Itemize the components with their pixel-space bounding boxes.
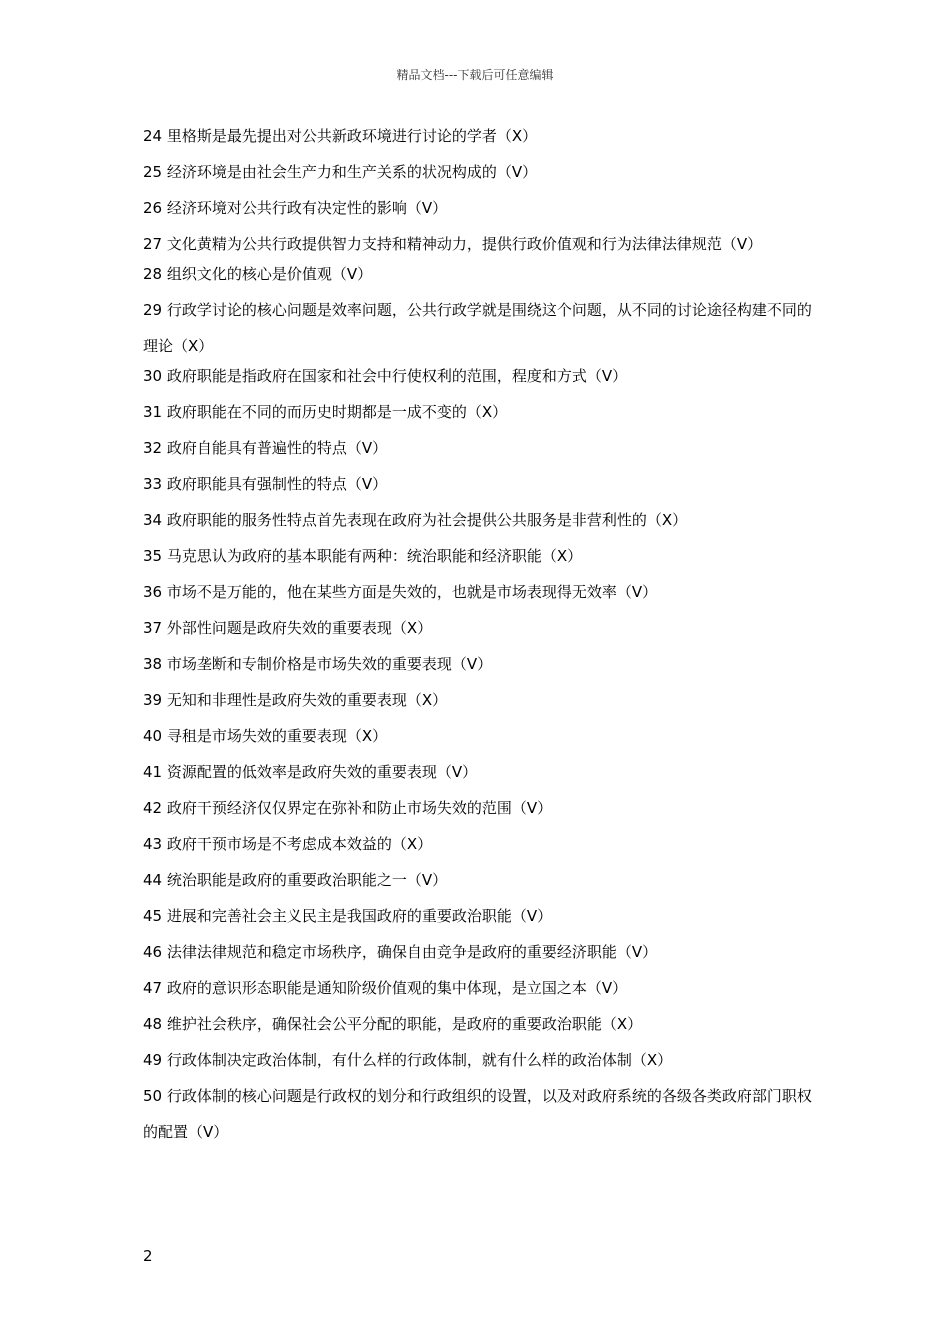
statement-item: 38 市场垄断和专制价格是市场失效的重要表现（V） [143, 655, 493, 673]
statement-item: 43 政府干预市场是不考虑成本效益的（X） [143, 835, 433, 853]
statement-item: 35 马克思认为政府的基本职能有两种：统治职能和经济职能（X） [143, 547, 583, 565]
page-number: 2 [143, 1247, 153, 1265]
statement-item: 33 政府职能具有强制性的特点（V） [143, 475, 388, 493]
statement-item: 32 政府自能具有普遍性的特点（V） [143, 439, 388, 457]
statement-item: 25 经济环境是由社会生产力和生产关系的状况构成的（V） [143, 163, 538, 181]
statement-item: 49 行政体制决定政治体制，有什么样的行政体制，就有什么样的政治体制（X） [143, 1051, 673, 1069]
statement-item: 46 法律法律规范和稳定市场秩序，确保自由竞争是政府的重要经济职能（V） [143, 943, 658, 961]
statement-item: 34 政府职能的服务性特点首先表现在政府为社会提供公共服务是非营利性的（X） [143, 511, 688, 529]
statement-item: 39 无知和非理性是政府失效的重要表现（X） [143, 691, 448, 709]
statement-item: 40 寻租是市场失效的重要表现（X） [143, 727, 388, 745]
statement-item: 41 资源配置的低效率是政府失效的重要表现（V） [143, 763, 478, 781]
statement-item: 29 行政学讨论的核心问题是效率问题，公共行政学就是围绕这个问题，从不同的讨论途径构建不同的理论（X） [143, 301, 812, 355]
statement-item: 44 统治职能是政府的重要政治职能之一（V） [143, 871, 448, 889]
statement-item: 36 市场不是万能的，他在某些方面是失效的，也就是市场表现得无效率（V） [143, 583, 658, 601]
statement-item: 45 进展和完善社会主义民主是我国政府的重要政治职能（V） [143, 907, 553, 925]
statement-item: 30 政府职能是指政府在国家和社会中行使权利的范围，程度和方式（V） [143, 367, 628, 385]
statement-item: 28 组织文化的核心是价值观（V） [143, 265, 373, 283]
statement-item: 50 行政体制的核心问题是行政权的划分和行政组织的设置，以及对政府系统的各级各类政府部门职权的配置（V） [143, 1087, 812, 1141]
statement-item: 27 文化黄精为公共行政提供智力支持和精神动力，提供行政价值观和行为法律法律规范（V） [143, 235, 763, 253]
statement-item: 26 经济环境对公共行政有决定性的影响（V） [143, 199, 448, 217]
document-body [143, 124, 813, 1150]
statement-item: 47 政府的意识形态职能是通知阶级价值观的集中体现，是立国之本（V） [143, 979, 628, 997]
page-header: 精品文档---下载后可任意编辑 [396, 68, 554, 82]
statement-item: 31 政府职能在不同的而历史时期都是一成不变的（X） [143, 403, 508, 421]
statement-item: 42 政府干预经济仅仅界定在弥补和防止市场失效的范围（V） [143, 799, 553, 817]
statement-item: 24 里格斯是最先提出对公共新政环境进行讨论的学者（X） [143, 127, 538, 145]
statement-item: 37 外部性问题是政府失效的重要表现（X） [143, 619, 433, 637]
statement-item: 48 维护社会秩序，确保社会公平分配的职能，是政府的重要政治职能（X） [143, 1015, 643, 1033]
